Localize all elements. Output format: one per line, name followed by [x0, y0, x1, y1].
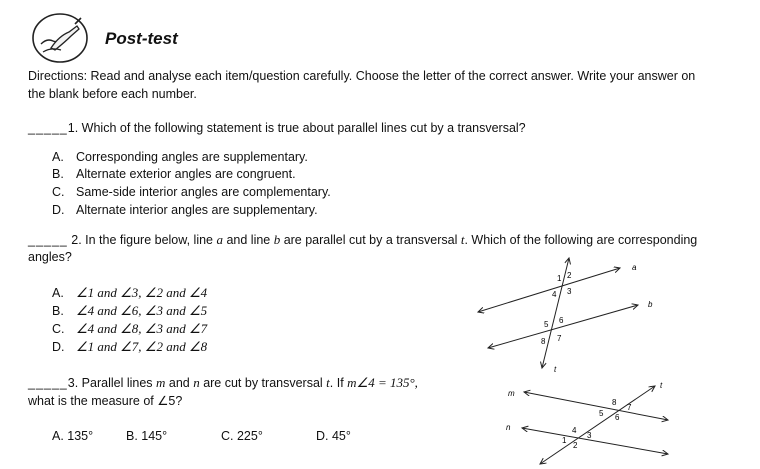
angle-8: 8: [541, 337, 546, 346]
q2-option-c: C. ∠4 and ∠8, ∠3 and ∠7: [52, 321, 208, 336]
page-title: Post-test: [105, 29, 178, 48]
angle-4: 4: [552, 290, 557, 299]
label-n: n: [506, 423, 511, 432]
angle-7: 7: [557, 334, 562, 343]
answer-blank[interactable]: _____: [28, 121, 68, 135]
transversal-t: [542, 258, 569, 368]
hand-writing-icon: [31, 12, 89, 64]
q3-option-a: A. 135°: [52, 429, 94, 443]
directions-line-2: the blank before each number.: [28, 87, 197, 101]
angle-5: 5: [544, 320, 549, 329]
header-icon: [31, 12, 89, 64]
q3-option-d: D. 45°: [316, 429, 351, 443]
q3-option-b: B. 145°: [126, 429, 168, 443]
line-a: [478, 268, 620, 312]
q2-option-d: D. ∠1 and ∠7, ∠2 and ∠8: [52, 339, 208, 354]
q1-option-a: A. Corresponding angles are supplementary.: [52, 150, 308, 164]
label-t: t: [660, 381, 663, 390]
angle-3: 3: [587, 431, 592, 440]
answer-blank[interactable]: _____: [28, 376, 68, 390]
question-2: _____ 2. In the figure below, line a and line b are parallel cut by a transversal t. Which of the following are corresponding: [28, 232, 698, 247]
angle-6: 6: [615, 413, 620, 422]
label-t: t: [554, 365, 557, 374]
directions-line-1: Directions: Read and analyse each item/question carefully. Choose the letter of the correct answer. Write your answer on: [28, 69, 696, 83]
question-3: _____3. Parallel lines m and n are cut by transversal t. If m∠4 = 135°,: [28, 375, 418, 390]
transversal-t: [540, 386, 655, 464]
angle-7: 7: [627, 403, 632, 412]
angle-1: 1: [557, 274, 562, 283]
angle-2: 2: [573, 441, 578, 450]
q2-option-b: B. ∠4 and ∠6, ∠3 and ∠5: [52, 303, 208, 318]
angle-1: 1: [562, 436, 567, 445]
angle-3: 3: [567, 287, 572, 296]
q3-option-c: C. 225°: [221, 429, 263, 443]
question-1: [28, 121, 526, 135]
label-b: b: [648, 300, 653, 309]
line-b: [488, 305, 638, 348]
line-m: [524, 392, 668, 420]
q2-option-a: A. ∠1 and ∠3, ∠2 and ∠4: [52, 285, 208, 300]
figure-parallel-lines-mn: [500, 378, 690, 469]
figure-parallel-lines-ab: [470, 252, 670, 380]
question-3-line-2: what is the measure of ∠5?: [28, 394, 183, 408]
question-2-line-2: angles?: [28, 250, 72, 264]
angle-2: 2: [567, 271, 572, 280]
angle-8: 8: [612, 398, 617, 407]
angle-6: 6: [559, 316, 564, 325]
angle-4: 4: [572, 426, 577, 435]
question-1-text: 1. Which of the following statement is true about parallel lines cut by a transversal?: [67, 121, 526, 135]
label-a: a: [632, 263, 637, 272]
q1-option-b: B. Alternate exterior angles are congruent.: [52, 167, 296, 181]
line-n: [522, 428, 668, 454]
angle-5: 5: [599, 409, 604, 418]
answer-blank[interactable]: _____: [28, 233, 68, 247]
q1-option-d: D. Alternate interior angles are supplementary.: [52, 203, 318, 217]
label-m: m: [508, 389, 515, 398]
q1-option-c: C. Same-side interior angles are complementary.: [52, 185, 331, 199]
